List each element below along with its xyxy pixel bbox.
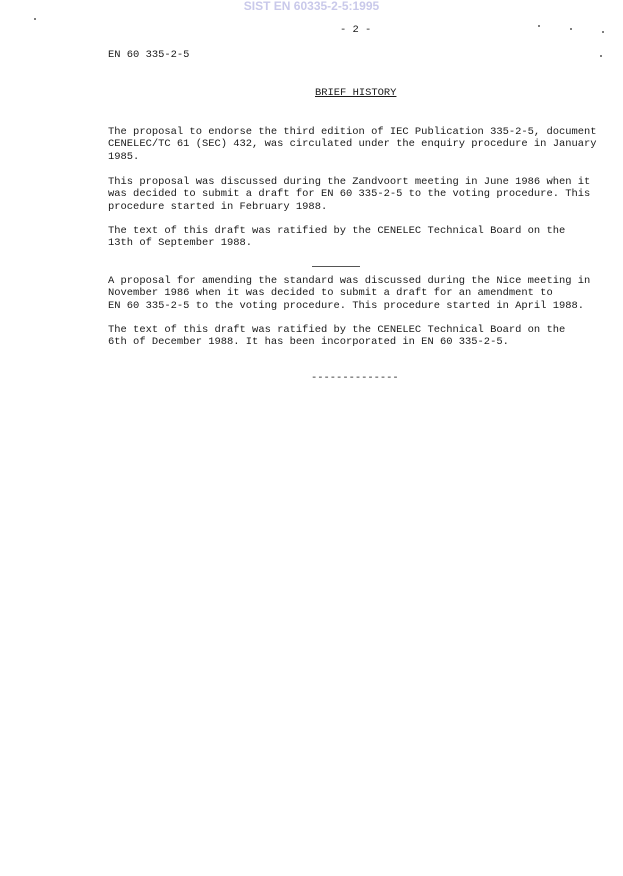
document-id: EN 60 335-2-5 [108, 49, 190, 61]
paragraph-1: The proposal to endorse the third edition of IEC Publication 335-2-5, document CENELEC/TC 61 (SEC) 432, was circulated under the enquiry procedure in January 1985. [108, 126, 597, 163]
scan-speck [538, 25, 540, 27]
scan-speck [602, 31, 604, 33]
scan-speck [34, 18, 36, 20]
scan-speck [570, 28, 572, 30]
paragraph-3: The text of this draft was ratified by the CENELEC Technical Board on the 13th of September 1988. [108, 225, 566, 250]
scan-speck [600, 55, 602, 57]
paragraph-2: This proposal was discussed during the Zandvoort meeting in June 1986 when it was decided to submit a draft for EN 60 335-2-5 to the voting procedure. This procedure started in February 1988. [108, 176, 591, 213]
paragraph-4: A proposal for amending the standard was discussed during the Nice meeting in November 1986 when it was decided to submit a draft for an amendment to EN 60 335-2-5 to the voting procedure. This procedure started in April 1988. [108, 275, 591, 312]
end-rule: -------------- [311, 372, 399, 384]
section-title: BRIEF HISTORY [315, 87, 397, 99]
paragraph-5: The text of this draft was ratified by the CENELEC Technical Board on the 6th of December 1988. It has been incorporated in EN 60 335-2-5. [108, 324, 566, 349]
watermark: SIST EN 60335-2-5:1995 [243, 0, 380, 13]
page-number: - 2 - [340, 24, 372, 36]
separator-line [312, 266, 360, 267]
